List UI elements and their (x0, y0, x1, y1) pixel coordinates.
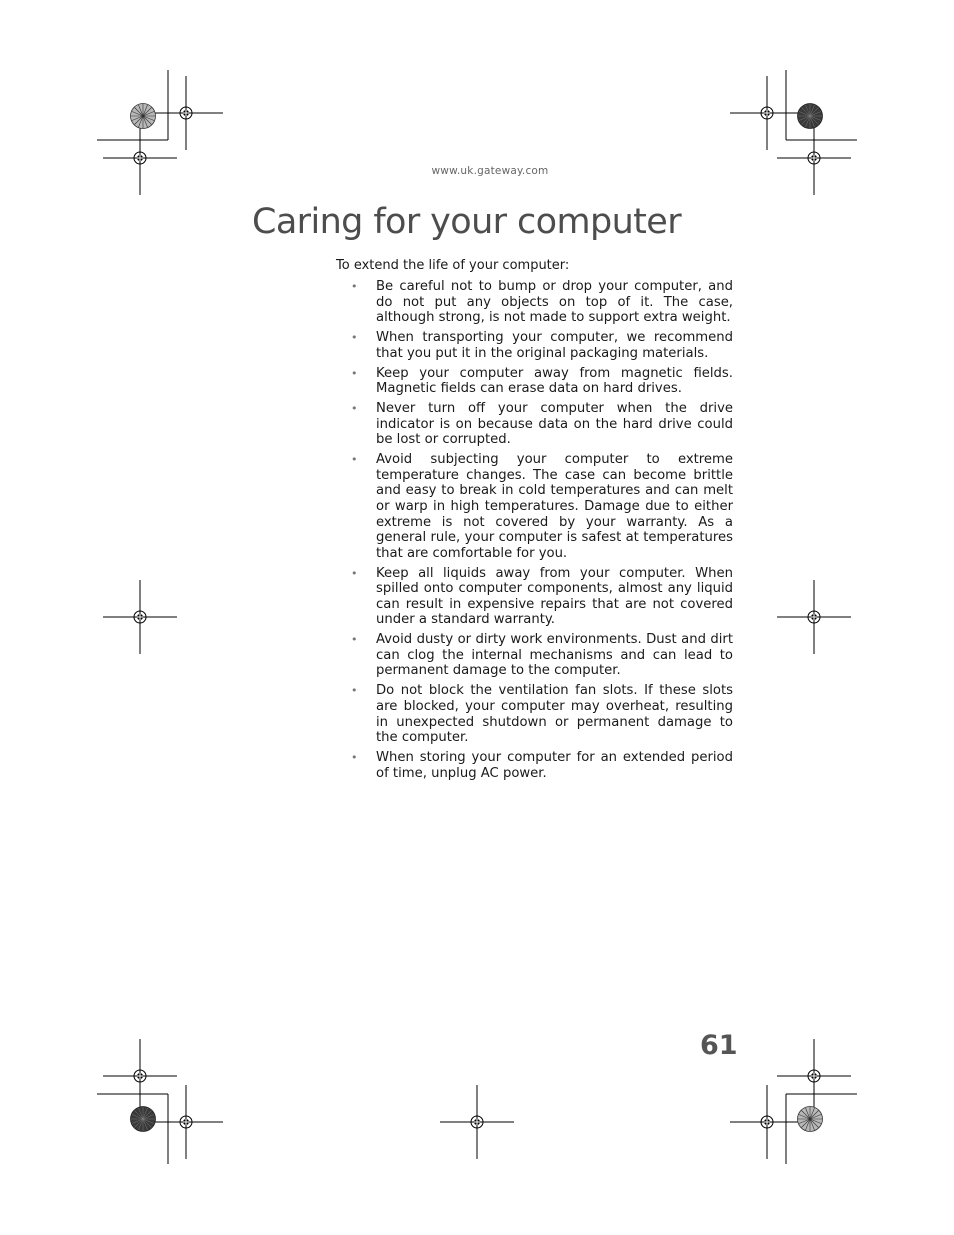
list-item (348, 279, 733, 326)
list-item-text: Do not block the ventilation fan slots. If these slots are blocked, your computer may overheat, resulting in unexpected shutdown or permanent damage to the computer. (376, 683, 733, 746)
bullet-list (348, 279, 733, 785)
list-item-text: Avoid dusty or dirty work environments. Dust and dirt can clog the internal mechanisms and can lead to permanent damage to the computer. (376, 632, 733, 679)
list-item-text: When storing your computer for an extended period of time, unplug AC power. (376, 750, 733, 781)
bullet-icon: • (351, 366, 358, 380)
list-item (348, 566, 733, 628)
header-url: www.uk.gateway.com (431, 165, 549, 177)
list-item (348, 401, 733, 448)
list-item (348, 330, 733, 361)
list-item (348, 632, 733, 679)
intro-text: To extend the life of your computer: (336, 258, 570, 273)
list-item-text: Be careful not to bump or drop your computer, and do not put any objects on top of it. The case, although strong, is not made to support extra weight. (376, 279, 733, 326)
list-item-text: Keep your computer away from magnetic fields. Magnetic fields can erase data on hard drives. (376, 365, 733, 397)
bullet-icon: • (351, 684, 358, 698)
list-item-text: When transporting your computer, we recommend that you put it in the original packaging materials. (376, 330, 733, 361)
list-item (348, 750, 733, 781)
list-item (348, 366, 733, 397)
bullet-icon: • (351, 633, 358, 647)
page-number: 61 (700, 1030, 738, 1061)
bullet-icon: • (351, 331, 358, 345)
list-item-text: Keep all liquids away from your computer. When spilled onto computer components, almost any liquid can result in expensive repairs that are not covered under a standard warranty. (376, 565, 733, 628)
page-title: Caring for your computer (252, 202, 681, 242)
bullet-icon: • (351, 402, 358, 416)
list-item-text: Never turn off your computer when the drive indicator is on because data on the hard drive could be lost or corrupted. (376, 401, 733, 448)
bullet-icon: • (351, 453, 358, 467)
list-item (348, 683, 733, 745)
bullet-icon: • (351, 566, 358, 580)
bullet-icon: • (351, 751, 358, 764)
list-item (348, 452, 733, 561)
bullet-icon: • (351, 280, 358, 293)
list-item-text: Avoid subjecting your computer to extreme temperature changes. The case can become brittle and easy to break in cold temperatures and can melt or warp in high temperatures. Damage due to either extreme is not covered by your warranty. As a general rule, your computer is safest at temperatures that are comfortable for you. (376, 452, 733, 561)
